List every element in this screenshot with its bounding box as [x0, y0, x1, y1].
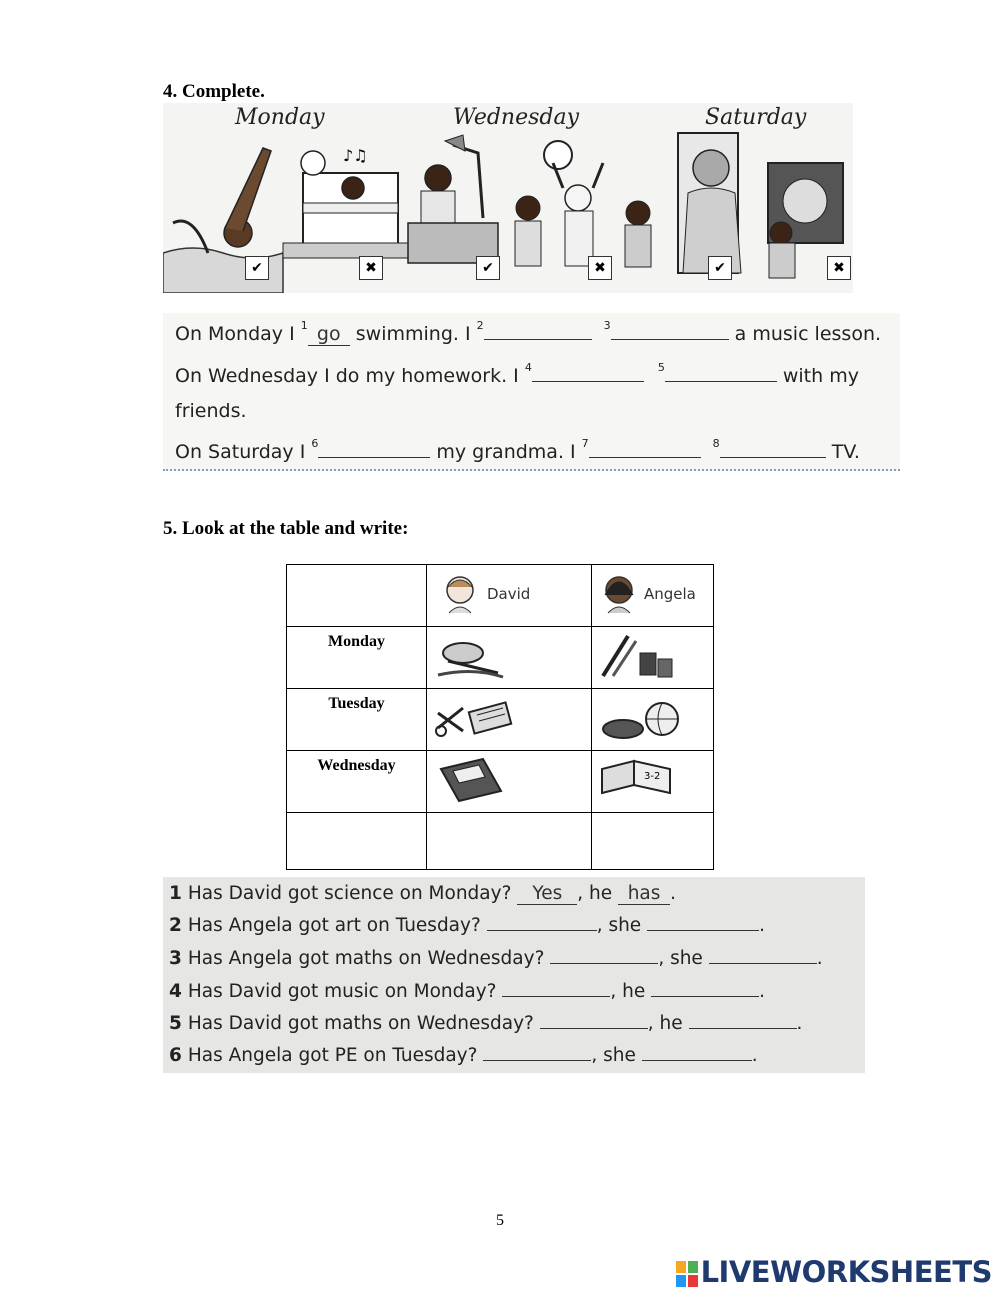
page-number: 5 — [496, 1212, 504, 1229]
blank-number-1: 1 — [300, 319, 308, 332]
question-text: . — [759, 981, 766, 1002]
dotted-divider — [163, 469, 900, 471]
piano-illustration — [283, 146, 408, 258]
sentence-text: TV. — [825, 441, 860, 463]
boy-face-icon — [443, 573, 477, 615]
ball-icon — [598, 693, 688, 745]
paintbrush-icon — [598, 631, 678, 683]
sentence-line-1 — [175, 321, 881, 346]
name-label-david: David — [487, 585, 531, 603]
blank-number-3: 3 — [603, 319, 611, 332]
day-cell-wednesday: Wednesday — [287, 751, 427, 813]
question-text: . — [759, 915, 765, 936]
answer-verb[interactable] — [689, 1028, 797, 1029]
sentence-text: On Saturday I — [175, 441, 312, 463]
answer-8[interactable] — [720, 439, 826, 458]
answer-7[interactable] — [589, 439, 701, 458]
question-4 — [169, 981, 765, 1002]
exercise-5-heading: 5. Look at the table and write: — [163, 518, 409, 539]
answer-5[interactable] — [665, 363, 777, 382]
question-text: Has Angela got PE on Tuesday? — [187, 1045, 478, 1066]
exercise-4-heading: 4. Complete. — [163, 81, 265, 102]
day-label-saturday: Saturday — [705, 105, 807, 130]
answer-yes-no[interactable] — [502, 996, 610, 997]
table-header-angela — [592, 565, 714, 627]
tick-mark-5: ✔ — [708, 256, 732, 280]
exercise-4-sentences — [163, 313, 900, 471]
answer-6[interactable] — [318, 439, 430, 458]
sentence-line-3: friends. — [175, 400, 247, 422]
question-text: Has Angela got art on Tuesday? — [187, 915, 481, 936]
grandma-illustration — [678, 133, 741, 273]
answer-verb[interactable] — [651, 996, 759, 997]
question-text: , he — [610, 981, 646, 1002]
question-text: Has David got maths on Wednesday? — [187, 1013, 534, 1034]
question-text: , she — [591, 1045, 636, 1066]
scissors-icon — [433, 693, 523, 745]
answer-verb[interactable] — [647, 930, 759, 931]
sentence-line-4 — [175, 439, 860, 463]
question-text: Has David got music on Monday? — [187, 981, 497, 1002]
answer-4[interactable] — [532, 363, 644, 382]
answer-yes-no[interactable] — [487, 930, 597, 931]
question-number: 2 — [169, 915, 182, 936]
cross-mark-4: ✖ — [588, 256, 612, 280]
answer-verb[interactable] — [642, 1060, 752, 1061]
answer-1[interactable]: go — [308, 323, 350, 346]
answer-verb[interactable]: has — [618, 883, 670, 905]
cell-angela-monday — [592, 627, 714, 689]
blank-number-4: 4 — [524, 361, 532, 374]
logo-blocks-icon — [676, 1261, 698, 1287]
question-6 — [169, 1045, 758, 1066]
timetable — [286, 564, 714, 870]
question-3 — [169, 948, 823, 969]
question-text: . — [670, 883, 676, 904]
cell-david-wednesday — [427, 751, 592, 813]
microscope-icon — [433, 631, 513, 683]
table-corner-cell — [287, 565, 427, 627]
cell-angela-wednesday — [592, 751, 714, 813]
day-label-wednesday: Wednesday — [453, 105, 580, 130]
answer-verb[interactable] — [709, 963, 817, 964]
table-row — [287, 627, 714, 689]
sentence-text: with my — [776, 365, 859, 387]
sentence-text: On Monday I — [175, 323, 301, 345]
answer-yes-no[interactable] — [483, 1060, 591, 1061]
table-row — [287, 689, 714, 751]
liveworksheets-logo — [676, 1255, 992, 1289]
answer-yes-no[interactable] — [550, 963, 658, 964]
sentence-text: On Wednesday I do my homework. I — [175, 365, 525, 387]
cell-david-tuesday — [427, 689, 592, 751]
question-number: 1 — [169, 883, 182, 904]
question-2 — [169, 915, 765, 936]
question-text: Has David got science on Monday? — [187, 883, 512, 904]
girl-face-icon — [602, 573, 636, 615]
table-row — [287, 813, 714, 870]
sentence-line-2 — [175, 363, 859, 387]
table-header-row — [287, 565, 714, 627]
blank-number-6: 6 — [311, 437, 319, 450]
question-text: . — [816, 948, 823, 969]
open-book-icon — [598, 755, 678, 807]
question-text: . — [751, 1045, 758, 1066]
friends-illustration — [515, 141, 651, 267]
blank-number-2: 2 — [476, 319, 484, 332]
cell-angela-tuesday — [592, 689, 714, 751]
cell-empty — [592, 813, 714, 870]
table-header-david — [427, 565, 592, 627]
answer-2[interactable] — [484, 321, 592, 340]
book-icon — [433, 755, 513, 807]
answer-yes-no[interactable]: Yes — [517, 883, 577, 905]
blank-number-8: 8 — [712, 437, 720, 450]
cross-mark-6: ✖ — [827, 256, 851, 280]
question-5 — [169, 1013, 802, 1034]
name-label-angela: Angela — [644, 585, 696, 603]
question-text: Has Angela got maths on Wednesday? — [187, 948, 545, 969]
exercise-5-questions — [163, 877, 865, 1073]
exercise-4-picture — [163, 103, 853, 293]
question-text: . — [796, 1013, 803, 1034]
cell-david-monday — [427, 627, 592, 689]
cell-empty — [427, 813, 592, 870]
blank-number-7: 7 — [581, 437, 589, 450]
answer-3[interactable] — [611, 321, 729, 340]
tick-mark-3: ✔ — [476, 256, 500, 280]
question-text: , she — [658, 948, 703, 969]
question-number: 3 — [169, 948, 182, 969]
cross-mark-2: ✖ — [359, 256, 383, 280]
question-text: , he — [577, 883, 613, 904]
question-text: , he — [647, 1013, 683, 1034]
sentence-text: swimming. I — [349, 323, 477, 345]
day-cell-tuesday: Tuesday — [287, 689, 427, 751]
day-cell-monday: Monday — [287, 627, 427, 689]
tick-mark-1: ✔ — [245, 256, 269, 280]
question-number: 6 — [169, 1045, 182, 1066]
sentence-text: a music lesson. — [728, 323, 882, 345]
question-number: 4 — [169, 981, 182, 1002]
question-1 — [169, 883, 676, 905]
table-row — [287, 751, 714, 813]
logo-text: LIVEWORKSHEETS — [700, 1255, 992, 1289]
svg-text:♪♫: ♪♫ — [343, 146, 368, 165]
sentence-text: my grandma. I — [430, 441, 582, 463]
desk-illustration — [408, 135, 498, 263]
svg-text:3-2: 3-2 — [644, 771, 661, 782]
question-text: , she — [596, 915, 642, 936]
answer-yes-no[interactable] — [540, 1028, 648, 1029]
day-label-monday: Monday — [235, 105, 325, 130]
day-cell-empty — [287, 813, 427, 870]
question-number: 5 — [169, 1013, 182, 1034]
blank-number-5: 5 — [657, 361, 665, 374]
